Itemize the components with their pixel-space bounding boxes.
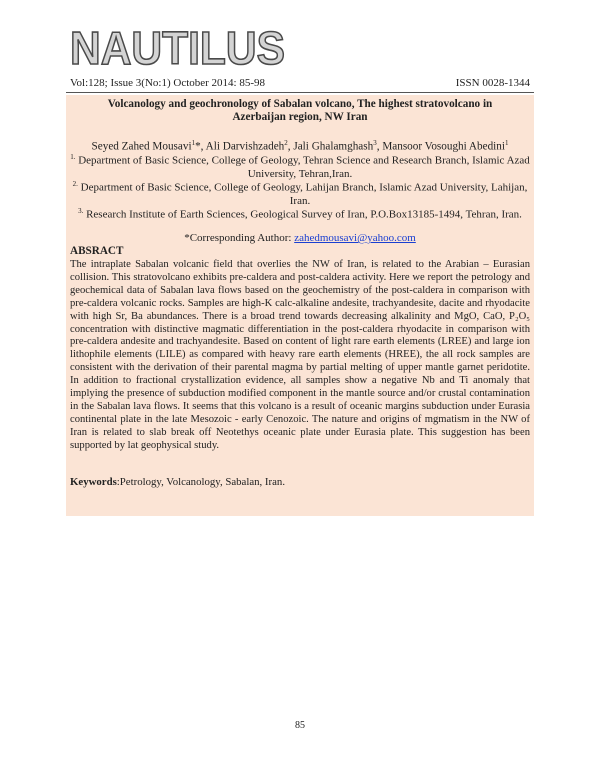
journal-logo xyxy=(70,22,290,72)
keywords xyxy=(70,476,530,488)
issue-info: Vol:128; Issue 3(No:1) October 2014: 85-98 xyxy=(70,77,266,89)
author-name: Seyed Zahed Mousavi xyxy=(91,140,192,153)
author-name: Mansoor Vosoughi Abedini xyxy=(382,140,505,153)
affiliation-3: $^{3.}$ Research Institute of Earth Sciences, Geological Survey of Iran, P.O.Box13185-1494, Tehran, Iran. xyxy=(78,207,522,221)
author-list: Seyed Zahed Mousavi$^1$*, Ali Darvishzadeh$^2$, Jali Ghalamghash$^3$, Mansoor Vosoughi Abedini$^1$ xyxy=(91,139,509,153)
author-name: Jali Ghalamghash xyxy=(293,140,374,153)
affiliation-2: $^{2.}$ Department of Basic Science, College of Geology, Lahijan Branch, Islamic Azad University, Lahijan, Iran. xyxy=(72,180,528,208)
logo-text: NAUTILUS xyxy=(70,22,285,72)
corresponding-author: *Corresponding Author: zahedmousavi@yahoo.com xyxy=(184,232,416,244)
keywords-label: Keywords xyxy=(70,476,117,488)
issn: ISSN 0028-1344 xyxy=(455,77,530,89)
paper-title: Volcanology and geochronology of Sabalan volcano, The highest stratovolcano in Azerbaijan region, NW Iran xyxy=(107,98,493,123)
abstract-text: The intraplate Sabalan volcanic field that overlies the NW of Iran, is related to the Arabian – Eurasian collision. This stratovolcano exhibits pre-caldera and post-caldera activity. Here we report the petrology and geochemical data of Sabalan lava flows based on the geochemistry of the post-caldera in comparison with pre-caldera volcanic rocks. Samples are high-K calc-alkaline andesite, trachyandesite, dacite and rhyodacite with high Sr, Ba abundances. There is a broad trend towards decreasing alkalinity and MgO, CaO, P₂O₅ concentration with distinctive magmatic differentiation in the post-caldera rhyodacite in comparison with pre-caldera andesite and trachyandesite. Based on content of light rare earth elements (LREE) and large ion lithophile elements (LILE) as compared with heavy rare earth elements (HREE), the all rock samples are consistent with the derivation of their parental magma by partial melting of upper mantle garnet peridotite. In addition to fractional crystallization evidence, all samples show a negative Nb and Ti anomaly that implying the presence of subduction modified component in the mantle source and/or crustal contamination in the Sabalan lava flows. It seems that this volcano is a result of oceanic margins subduction under Eurasia continental plate in the late Mesozoic - early Cenozoic. The nature and origins of mgmatism in the NW of Iran is related to slab break off Neotethys oceanic plate under Eurasia plate. This suggestion has been supported by lat geophysical study. xyxy=(70,259,530,451)
issue-line xyxy=(70,77,530,89)
email-link[interactable]: zahedmousavi@yahoo.com xyxy=(294,232,416,244)
abstract-heading: ABSRACT xyxy=(70,245,124,257)
keywords-text: :Petrology, Volcanology, Sabalan, Iran. xyxy=(116,476,286,488)
header-rule xyxy=(66,92,534,93)
affiliation-1: $^{1.}$ Department of Basic Science, College of Geology, Tehran Science and Research Branch, Islamic Azad University, Tehran,Iran. xyxy=(70,153,530,181)
author-name: Ali Darvishzadeh xyxy=(205,140,285,153)
page-number: 85 xyxy=(295,720,305,731)
